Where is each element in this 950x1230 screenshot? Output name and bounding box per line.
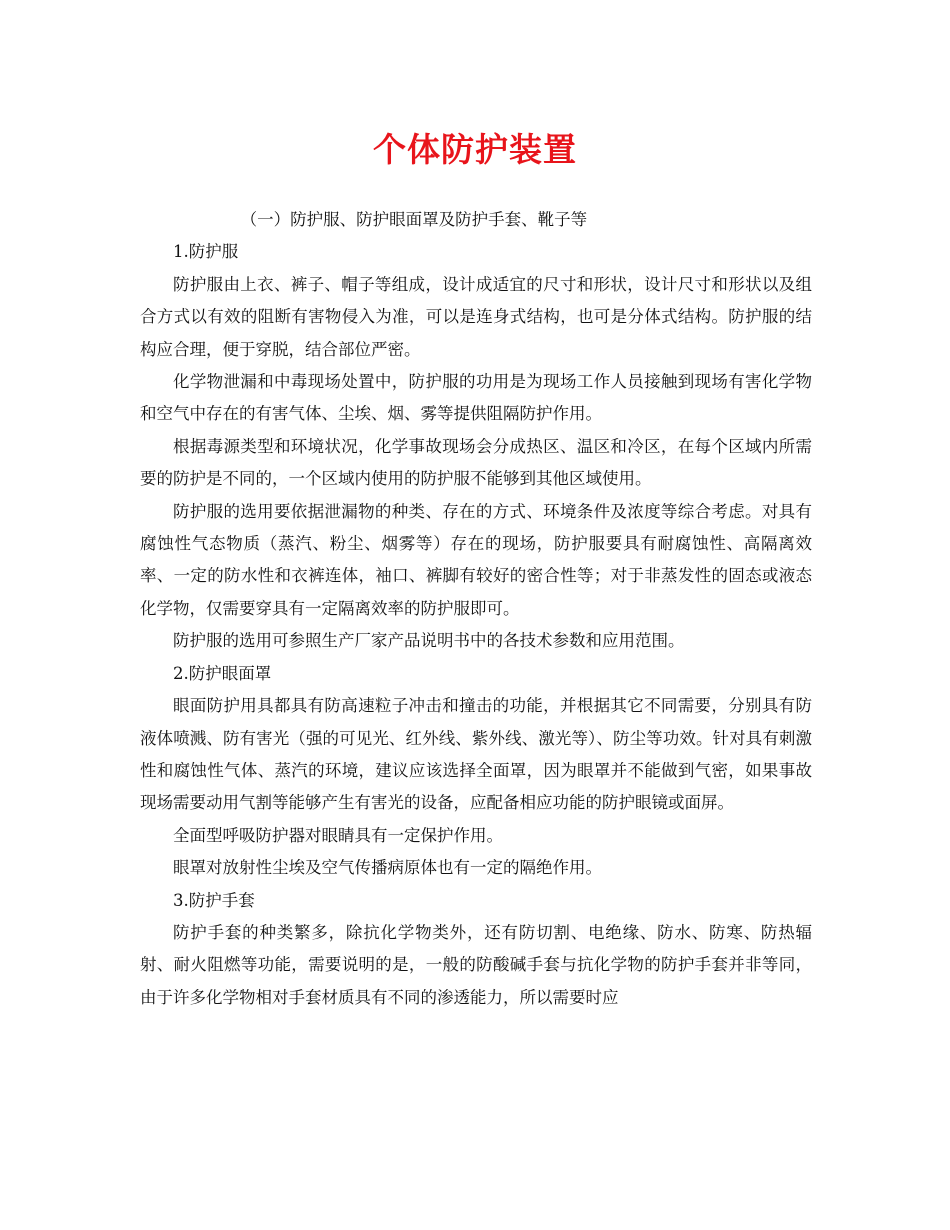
document-body bbox=[140, 204, 812, 1014]
paragraph: 眼罩对放射性尘埃及空气传播病原体也有一定的隔绝作用。 bbox=[173, 858, 602, 878]
subsection-heading-protective-clothing: 1.防护服 bbox=[173, 242, 239, 262]
document-title: 个体防护装置 bbox=[373, 130, 577, 169]
section-heading: （一）防护服、防护眼面罩及防护手套、靴子等 bbox=[240, 210, 588, 229]
paragraph: 防护服由上衣、裤子、帽子等组成，设计成适宜的尺寸和形状，设计尺寸和形状以及组合方式以有效的阻断有害物侵入为准，可以是连身式结构，也可是分体式结构。防护服的结构应合理，便于穿脱，结合部位严密。 bbox=[140, 274, 812, 359]
paragraph: 防护服的选用要依据泄漏物的种类、存在的方式、环境条件及浓度等综合考虑。对具有腐蚀性气态物质（蒸汽、粉尘、烟雾等）存在的现场，防护服要具有耐腐蚀性、高隔离效率、一定的防水性和衣裤连体，袖口、裤脚有较好的密合性等；对于非蒸发性的固态或液态化学物，仅需要穿具有一定隔离效率的防护服即可。 bbox=[140, 501, 812, 618]
paragraph: 根据毒源类型和环境状况，化学事故现场会分成热区、温区和冷区，在每个区域内所需要的防护是不同的，一个区域内使用的防护服不能够到其他区域使用。 bbox=[140, 436, 812, 489]
paragraph: 防护服的选用可参照生产厂家产品说明书中的各技术参数和应用范围。 bbox=[173, 631, 685, 651]
paragraph: 化学物泄漏和中毒现场处置中，防护服的功用是为现场工作人员接触到现场有害化学物和空气中存在的有害气体、尘埃、烟、雾等提供阻隔防护作用。 bbox=[140, 372, 812, 424]
paragraph: 眼面防护用具都具有防高速粒子冲击和撞击的功能，并根据其它不同需要，分别具有防液体喷溅、防有害光（强的可见光、红外线、紫外线、激光等）、防尘等功效。针对具有刺激性和腐蚀性气体、蒸汽的环境，建议应该选择全面罩，因为眼罩并不能做到气密，如果事故现场需要动用气割等能够产生有害光的设备，应配备相应功能的防护眼镜或面屏。 bbox=[140, 696, 812, 813]
paragraph: 全面型呼吸防护器对眼睛具有一定保护作用。 bbox=[173, 825, 503, 845]
subsection-heading-eye-face-protection: 2.防护眼面罩 bbox=[173, 663, 272, 683]
paragraph: 防护手套的种类繁多，除抗化学物类外，还有防切割、电绝缘、防水、防寒、防热辐射、耐火阻燃等功能，需要说明的是，一般的防酸碱手套与抗化学物的防护手套并非等同，由于许多化学物相对手套材质具有不同的渗透能力，所以需要时应 bbox=[140, 922, 812, 1007]
subsection-heading-protective-gloves: 3.防护手套 bbox=[173, 890, 255, 910]
